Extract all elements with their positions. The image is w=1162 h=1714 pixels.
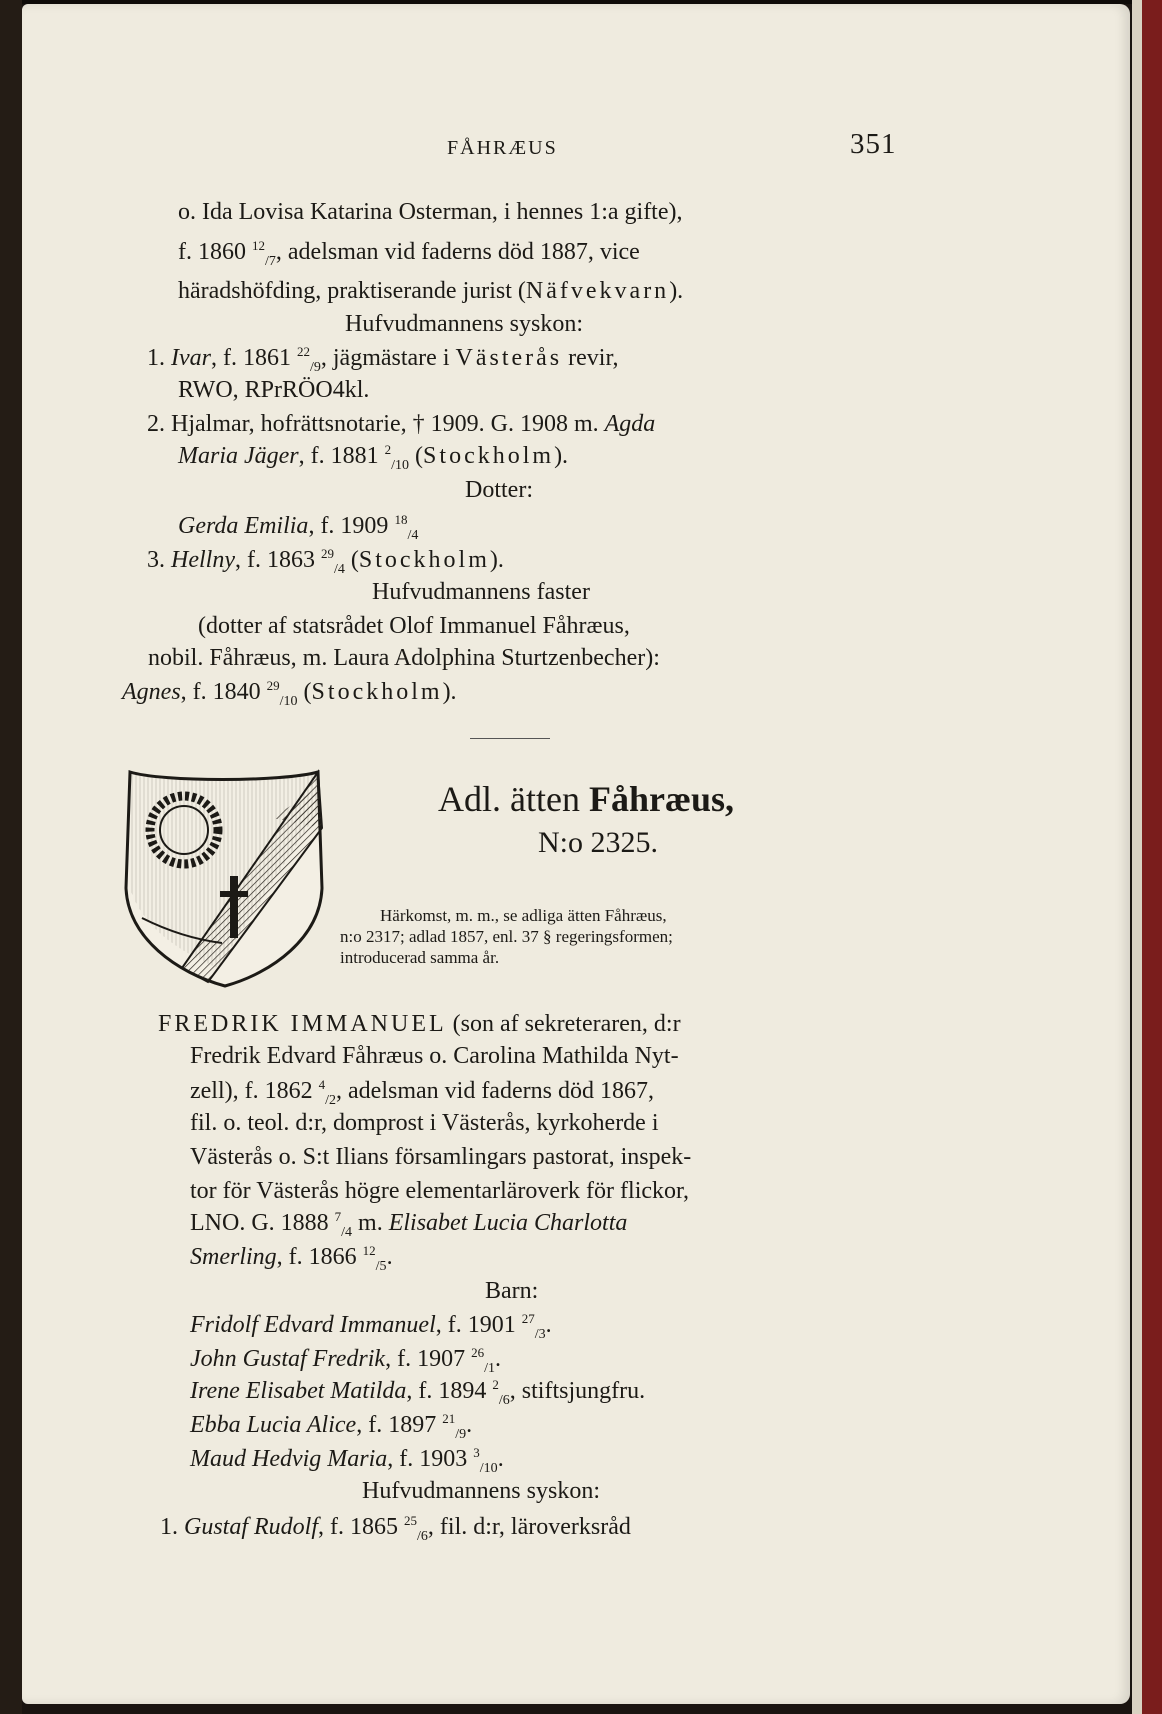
coat-of-arms-icon bbox=[122, 768, 327, 990]
text-line: Gerda Emilia, f. 1909 $^{18}_{/4}$ bbox=[178, 512, 419, 543]
text-line: fil. o. teol. d:r, domprost i Västerås, kyrkoherde i bbox=[190, 1110, 659, 1136]
text-line: nobil. Fåhræus, m. Laura Adolphina Sturtzenbecher): bbox=[148, 645, 660, 671]
text-line: 3. Hellny, f. 1863 $^{29}_{/4}$ (Stockholm). bbox=[147, 546, 504, 577]
child-entry: Maud Hedvig Maria, f. 1903 $^3_{/10}$. bbox=[190, 1445, 504, 1476]
child-entry: Fridolf Edvard Immanuel, f. 1901 $^{27}_{/3}$. bbox=[190, 1311, 552, 1342]
text-line: FREDRIK IMMANUEL (son af sekreteraren, d:r bbox=[158, 1011, 681, 1037]
text-line: 2. Hjalmar, hofrättsnotarie, † 1909. G. 1908 m. Agda bbox=[147, 411, 656, 437]
section-label: Barn: bbox=[485, 1278, 539, 1304]
text-line: häradshöfding, praktiserande jurist (Näfvekvarn). bbox=[178, 278, 684, 304]
section-label: Hufvudmannens syskon: bbox=[345, 311, 583, 337]
book-cover-edge bbox=[1142, 0, 1162, 1714]
section-label: Hufvudmannens faster bbox=[372, 579, 590, 605]
text-line: Smerling, f. 1866 $^{12}_{/5}$. bbox=[190, 1243, 393, 1274]
page-edges bbox=[1132, 0, 1142, 1714]
note-line: n:o 2317; adlad 1857, enl. 37 § regeringsformen; bbox=[340, 927, 673, 946]
section-number: N:o 2325. bbox=[538, 826, 658, 859]
note-line: introducerad samma år. bbox=[340, 948, 500, 967]
text-line: RWO, RPrRÖO4kl. bbox=[178, 377, 370, 403]
text-line: LNO. G. 1888 $^7_{/4}$ m. Elisabet Lucia Charlotta bbox=[190, 1209, 628, 1240]
section-label: Dotter: bbox=[465, 477, 533, 503]
text-line: Agnes, f. 1840 $^{29}_{/10}$ (Stockholm). bbox=[122, 678, 457, 709]
child-entry: John Gustaf Fredrik, f. 1907 $^{26}_{/1}$. bbox=[190, 1345, 501, 1376]
section-label: Hufvudmannens syskon: bbox=[362, 1478, 600, 1504]
section-title: Adl. ätten Fåhræus, bbox=[438, 779, 734, 819]
child-entry: Irene Elisabet Matilda, f. 1894 $^2_{/6}$, stiftsjungfru. bbox=[190, 1377, 646, 1408]
page-number: 351 bbox=[850, 128, 897, 160]
note-line: Härkomst, m. m., se adliga ätten Fåhræus, bbox=[380, 906, 667, 925]
text-line: (dotter af statsrådet Olof Immanuel Fåhræus, bbox=[198, 613, 630, 639]
text-line: tor för Västerås högre elementarläroverk för flickor, bbox=[190, 1178, 690, 1204]
text-line: o. Ida Lovisa Katarina Osterman, i hennes 1:a gifte), bbox=[178, 199, 683, 225]
scan-left-edge bbox=[0, 0, 22, 1714]
text-line: 1. Gustaf Rudolf, f. 1865 $^{25}_{/6}$, fil. d:r, läroverksråd bbox=[160, 1513, 631, 1544]
running-header: FÅHRÆUS bbox=[447, 137, 558, 159]
text-line: Fredrik Edvard Fåhræus o. Carolina Mathilda Nyt- bbox=[190, 1043, 679, 1069]
separator-rule bbox=[470, 738, 550, 739]
text-line: f. 1860 $^{12}_{/7}$, adelsman vid faderns död 1887, vice bbox=[178, 238, 640, 269]
child-entry: Ebba Lucia Alice, f. 1897 $^{21}_{/9}$. bbox=[190, 1411, 473, 1442]
text-line: 1. Ivar, f. 1861 $^{22}_{/9}$, jägmästare i Västerås revir, bbox=[147, 344, 619, 375]
text-line: Maria Jäger, f. 1881 $^2_{/10}$ (Stockholm). bbox=[178, 442, 569, 473]
text-line: Västerås o. S:t Ilians församlingars pastorat, inspek- bbox=[190, 1144, 692, 1170]
text-line: zell), f. 1862 $^4_{/2}$, adelsman vid faderns död 1867, bbox=[190, 1077, 654, 1108]
